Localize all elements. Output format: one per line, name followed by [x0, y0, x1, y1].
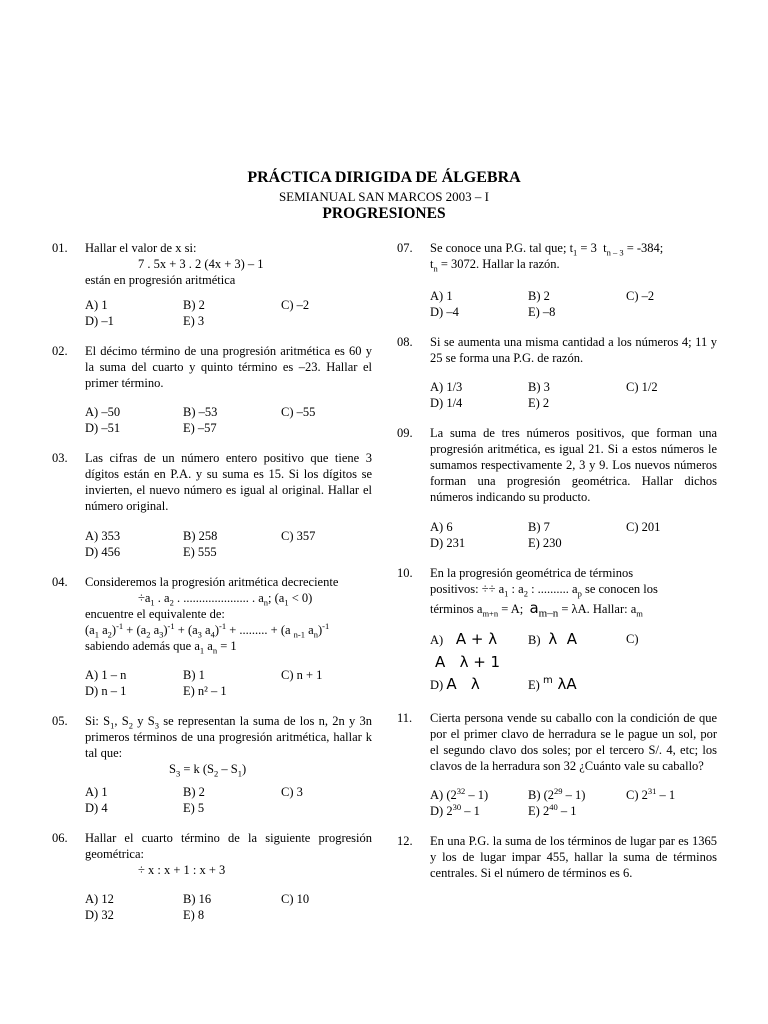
question-expression: $S_3 = k$ $(S_2 - S_1)$ [169, 762, 247, 779]
question-number: 04. [52, 575, 68, 589]
question-number: 09. [397, 426, 413, 440]
question-12 [397, 833, 717, 881]
option-b[interactable]: B) 16 [183, 892, 212, 906]
question-text: Consideremos la progresión aritmética decreciente [85, 575, 339, 589]
question-05: 05. Si: $S_1$, $S_2$ y $S_3$ se representan la suma de los n, 2n y 3n primeros términos de una progresión aritmética, hallar k tal que: $S_3 = k$ $(S_2 - S_1)$ A) 1 B) 2 C) 3 D) 4 E) 5 [52, 713, 372, 816]
option-d[interactable]: D) 32 [85, 908, 114, 922]
question-04: 04. Consideremos la progresión aritmética decreciente $\div a_1$ . $a_2$ . ..................... . $a_n$; $(a_1 < 0)$ encuentre el equivalente de: ($a_1$ $a_2)^{-1} + (a_2$ $a_3)^{-1} + (a_3$ $a_4)^{-1}$ + ......... + (a $_{n-1}$ $a_n)^{-1}$ sabiendo además que $a_1$ $a_n = 1$ A) 1 – n B) 1 C) n + 1 D) n – 1 E) n² – 1 [52, 574, 372, 699]
question-text: términos [430, 602, 474, 616]
question-07: 07. Se conoce una P.G. tal que; $t_1 = 3$ $t_{n - 3} = -384$; $t_n = 3072$. Hallar la razón. A) 1 B) 2 C) –2 D) –4 E) –8 [397, 240, 717, 320]
answer-options [85, 404, 372, 436]
option-a[interactable]: A) 353 [85, 529, 121, 543]
question-text: encuentre el equivalente de: [85, 607, 225, 621]
option-a[interactable]: A) 6 [430, 520, 453, 534]
option-e[interactable]: E) 3 [183, 314, 205, 328]
option-e[interactable]: E) $^m$ λA [528, 675, 577, 693]
question-03 [52, 450, 372, 560]
question-06 [52, 830, 372, 923]
option-d[interactable]: D) $2^{30} - 1$ [430, 801, 480, 818]
option-a[interactable]: A) 1 [85, 785, 108, 799]
option-e[interactable]: E) $2^{40} - 1$ [528, 801, 577, 818]
option-e[interactable]: E) 555 [183, 545, 217, 559]
option-d[interactable]: D) 1/4 [430, 396, 463, 410]
question-number: 02. [52, 344, 68, 358]
question-number: 10. [397, 566, 413, 580]
option-e[interactable]: E) 230 [528, 536, 562, 550]
option-b[interactable]: B) 2 [528, 289, 550, 303]
question-number: 06. [52, 831, 68, 845]
question-expression: ÷ x : x + 1 : x + 3 [138, 863, 226, 877]
option-c[interactable]: C) 1/2 [626, 380, 658, 394]
answer-options [430, 628, 717, 696]
question-number: 07. [397, 241, 413, 255]
option-a[interactable]: A) 12 [85, 892, 114, 906]
question-text: En la progresión geométrica de términos [430, 566, 634, 580]
left-column [52, 240, 372, 923]
option-c[interactable]: C) $2^{31} - 1$ [626, 785, 676, 802]
option-e[interactable]: E) 5 [183, 801, 205, 815]
option-b[interactable]: B) λ A [528, 630, 578, 648]
question-text: se conocen los [584, 582, 658, 596]
option-b[interactable]: B) 3 [528, 380, 550, 394]
question-02 [52, 343, 372, 436]
question-01 [52, 240, 372, 329]
question-expression: $\div a_1$ . $a_2$ . ..................... . $a_n$; $(a_1 < 0)$ [138, 591, 313, 608]
option-c[interactable]: C) [626, 632, 639, 646]
answer-options [85, 784, 372, 816]
question-expression: ($a_1$ $a_2)^{-1} + (a_2$ $a_3)^{-1} + (a_3$ $a_4)^{-1}$ + ......... + (a $_{n-1}$ $a_n)^{-1}$ [85, 620, 330, 640]
answer-options [85, 528, 372, 560]
option-a[interactable]: A) 1/3 [430, 380, 463, 394]
question-number: 03. [52, 451, 68, 465]
question-text: Hallar el valor de x si: [85, 241, 197, 255]
option-b[interactable]: B) 1 [183, 668, 205, 682]
option-d[interactable]: D) –51 [85, 421, 121, 435]
question-text: están en progresión aritmética [85, 273, 236, 287]
option-d[interactable]: D) n – 1 [85, 684, 127, 698]
question-text: sabiendo además que [85, 639, 192, 653]
question-text: se representan la suma de los n, 2n y 3n primeros términos de una progresión aritmética, hallar k tal que: [85, 714, 373, 760]
question-10: 10. En la progresión geométrica de términos positivos: ÷÷ $a_1$ : $a_2$ : .......... $a_p$ se conocen los términos $a_{m+n} = A$; $a_{m-n} = \lambda A$. Hallar: $a_m$ A) A + λ B) λ A C) A λ + 1 D) A λ E) $^m$ λA [397, 565, 717, 696]
option-b[interactable]: B) $(2^{29} - 1)$ [528, 785, 586, 802]
option-d[interactable]: D) 4 [85, 801, 108, 815]
answer-options [430, 787, 717, 819]
option-c[interactable]: C) –2 [626, 289, 655, 303]
option-a-continued: A λ + 1 [435, 653, 501, 671]
question-number: 01. [52, 241, 68, 255]
option-d[interactable]: D) A λ [430, 675, 480, 693]
option-c[interactable]: C) –55 [281, 405, 316, 419]
option-e[interactable]: E) –57 [183, 421, 217, 435]
question-11 [397, 710, 717, 819]
question-text: En una P.G. la suma de los términos de lugar par es 1365 y los de lugar impar 455, hallar la suma de términos centrales. Si el número de términos es 6. [430, 834, 717, 880]
option-b[interactable]: B) –53 [183, 405, 218, 419]
question-number: 12. [397, 834, 413, 848]
question-text: Hallar el cuarto término de la siguiente progresión geométrica: [85, 831, 372, 861]
question-text: positivos: [430, 582, 479, 596]
option-b[interactable]: B) 7 [528, 520, 550, 534]
option-b[interactable]: B) 2 [183, 298, 205, 312]
option-c[interactable]: C) 3 [281, 785, 303, 799]
page-title: PRÁCTICA DIRIGIDA DE ÁLGEBRA [247, 169, 521, 186]
right-column [397, 240, 717, 881]
option-c[interactable]: C) 201 [626, 520, 661, 534]
answer-options [85, 297, 372, 329]
option-d[interactable]: D) –4 [430, 305, 459, 319]
question-number: 08. [397, 335, 413, 349]
option-d[interactable]: D) 456 [85, 545, 121, 559]
question-08 [397, 334, 717, 411]
answer-options [430, 288, 717, 320]
question-text: Las cifras de un número entero positivo que tiene 3 dígitos están en P.A. y su suma es 15. Si los dígitos se invierten, el nuevo número es igual al original. Hallar el número original. [85, 451, 372, 513]
answer-options [85, 891, 372, 923]
option-e[interactable]: E) 2 [528, 396, 550, 410]
option-a[interactable]: A) A + λ [430, 630, 498, 648]
option-d[interactable]: D) –1 [85, 314, 114, 328]
page-subtitle: SEMIANUAL SAN MARCOS 2003 – I [278, 189, 490, 204]
question-text: El décimo término de una progresión aritmética es 60 y la suma del cuarto y quinto término es –23. Hallar el primer término. [85, 344, 372, 390]
option-a[interactable]: A) –50 [85, 405, 121, 419]
question-text: La suma de tres números positivos, que forman una progresión aritmética, es igual 21. Si a estos números le sumamos respectivamente 2, 3 y 9. Los nuevos números forman una progresión geométrica. Hallar dichos números indicando su producto. [430, 426, 717, 504]
answer-options [430, 379, 717, 411]
question-09 [397, 425, 717, 551]
option-d[interactable]: D) 231 [430, 536, 466, 550]
question-text: Si se aumenta una misma cantidad a los números 4; 11 y 25 se forma una P.G. de razón. [430, 335, 717, 365]
option-c[interactable]: C) n + 1 [281, 668, 323, 682]
option-e[interactable]: E) –8 [528, 305, 556, 319]
answer-options [85, 667, 372, 699]
option-b[interactable]: B) 2 [183, 785, 205, 799]
option-c[interactable]: C) 10 [281, 892, 310, 906]
option-b[interactable]: B) 258 [183, 529, 218, 543]
question-number: 05. [52, 714, 68, 728]
option-a[interactable]: A) 1 [85, 298, 108, 312]
option-e[interactable]: E) n² – 1 [183, 684, 227, 698]
question-text: Cierta persona vende su caballo con la condición de que por el primer clavo de herradura se le pague un sol, por el segundo clavo dos soles; por el tercero S/. 4, etc; los clavos de la herradura son 32 ¿Cuánto vale su caballo? [430, 711, 717, 773]
option-a[interactable]: A) 1 – n [85, 668, 127, 682]
option-c[interactable]: C) 357 [281, 529, 316, 543]
question-number: 11. [397, 711, 413, 725]
question-text: Se conoce una P.G. tal que; [430, 241, 567, 255]
option-c[interactable]: C) –2 [281, 298, 310, 312]
option-a[interactable]: A) 1 [430, 289, 453, 303]
question-text: Hallar la razón. [482, 257, 560, 271]
topic-heading: PROGRESIONES [322, 205, 446, 222]
answer-options [430, 519, 717, 551]
option-a[interactable]: A) $(2^{32} - 1)$ [430, 785, 489, 802]
question-text: Hallar: [592, 602, 628, 616]
question-expression: 7 . 5x + 3 . 2 (4x + 3) – 1 [138, 257, 264, 271]
option-e[interactable]: E) 8 [183, 908, 205, 922]
